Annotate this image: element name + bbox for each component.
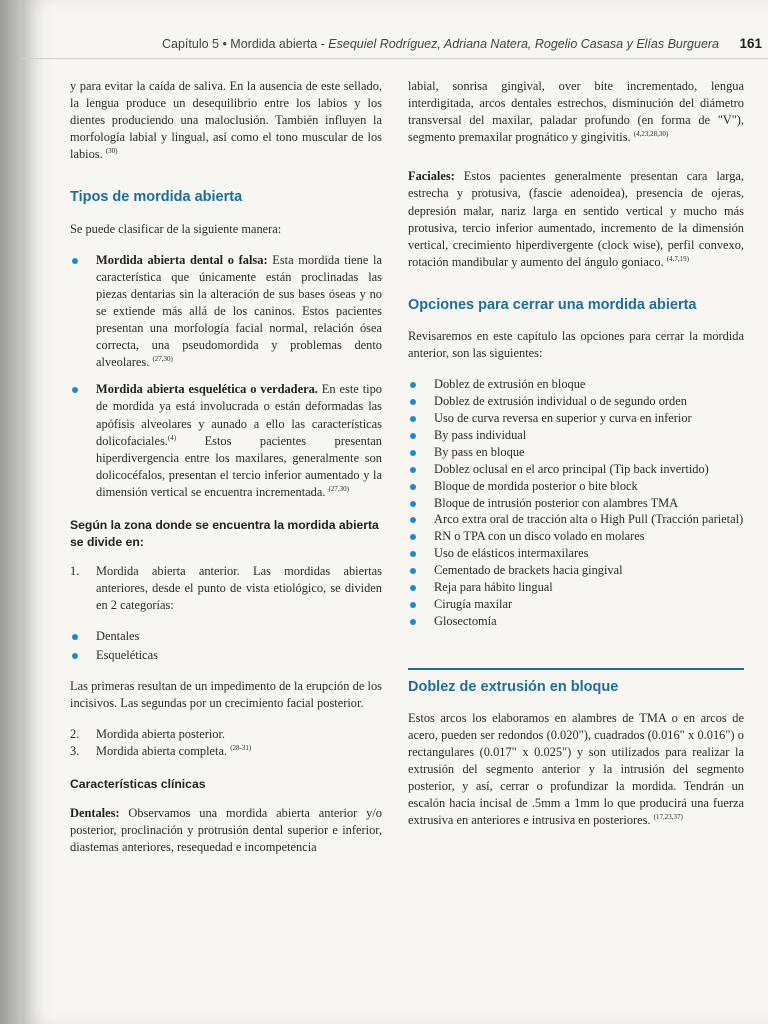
faciales-text: Estos pacientes generalmente presentan cara larga, estrecha y protusiva, (fascie adenoidea), presencia de ojeras, depresión malar, nariz larga en sentido vertical y mucho más protusiva, tercio inferior aumentado, incremento de la dimensión vertical, crecimiento hiperdivergente (clock wise), perfil convexo, rotación mandibular y aumento del ángulo goniaco. [408, 169, 744, 269]
categoria-item: Dentales [70, 628, 382, 645]
opciones-intro: Revisaremos en este capítulo las opciones para cerrar la mordida anterior, son las siguientes: [408, 329, 744, 361]
running-header [22, 34, 768, 59]
opcion-item: Doblez de extrusión individual o de segundo orden [408, 393, 744, 410]
zona-item-text: Mordida abierta anterior. Las mordidas abiertas anteriores, desde el punto de vista etiológico, se dividen en 2 categorías: [96, 564, 382, 613]
tipos-intro: Se puede clasificar de la siguiente manera: [70, 221, 282, 236]
faciales-citation: (4,7,19) [666, 254, 689, 263]
primeras-paragraph: Las primeras resultan de un impedimento de la erupción de los incisivos. Las segundas por un crecimiento facial posterior. [70, 678, 382, 710]
dentales-bold: Dentales: [70, 806, 120, 821]
type-esqueletica-text: En este tipo de mordida ya está involucrada o están deformadas las apófisis alveolares y aunado a ello las características dolicofaciales. [96, 382, 382, 448]
zona-item-completa [70, 743, 382, 760]
opcion-item: Bloque de intrusión posterior con alambres TMA [408, 495, 744, 512]
type-item-dental [70, 252, 382, 372]
section-title-doblez: Doblez de extrusión en bloque [408, 668, 744, 696]
opciones-list [408, 376, 744, 630]
type-esqueletica-citation: (4) [167, 433, 177, 442]
faciales-paragraph [408, 168, 744, 271]
opcion-item: RN o TPA con un disco volado en molares [408, 528, 744, 545]
doblez-citation: (17,23,37) [653, 813, 683, 822]
type-esqueletica-citation2: (27,30) [328, 484, 350, 493]
opcion-item: By pass individual [408, 427, 744, 444]
zona-item-text: Mordida abierta completa. [96, 743, 228, 758]
zona-item-anterior [70, 563, 382, 614]
type-dental-text: Esta mordida tiene la característica que únicamente están proclinadas las piezas dentarias sin la alteración de sus bases óseas y no se extiende más allá de los caninos. Estos pacientes presentan una morfología facial normal, relación ósea correcta, una pseudomordida y problemas dento alveolares. [96, 252, 382, 370]
categorias-list [70, 628, 382, 663]
opcion-item: Uso de curva reversa en superior y curva en inferior [408, 410, 744, 427]
faciales-bold: Faciales: [408, 169, 455, 184]
opcion-item: Uso de elásticos intermaxilares [408, 545, 744, 562]
continued-citation: (4,23,28,30) [633, 130, 669, 139]
section-title-tipos: Tipos de mordida abierta [70, 189, 243, 206]
categoria-item: Esqueléticas [70, 647, 382, 664]
subhead-caracteristicas: Características clínicas [70, 777, 206, 791]
type-esqueletica-text2: Estos pacientes presentan hiperdivergencia entre los maxilares, generalmente son dolicocéfalos, presentan el tercio inferior aumentado y la dimensión vertical se encuentra incrementada. [96, 433, 382, 499]
header-text [162, 37, 719, 51]
zona-item-number: 2. [70, 726, 80, 741]
opcion-item: Reja para hábito lingual [408, 579, 744, 596]
opcion-item: By pass en bloque [408, 444, 744, 461]
types-list [70, 252, 382, 501]
doblez-text: Estos arcos los elaboramos en alambres de TMA o en arcos de acero, pueden ser redondos (0.020"), cuadrados (0.016" x 0.016") o rectangulares (0.017" x 0.025") y son utilizados para realizar la extrusión del segmento anterior y la intrusión del segmento posterior, y así, cerrar o profundizar la mordida. Tendrán un escalón hacia incisal de .5mm a 1mm lo que producirá una fuerza extrusiva en anteriores e intrusiva en posteriores. [408, 710, 744, 828]
zona-item-text: Mordida abierta posterior. [96, 726, 226, 741]
zona-list-2 [70, 726, 382, 760]
type-esqueletica-bold: Mordida abierta esquelética o verdadera. [96, 382, 318, 397]
opcion-item: Doblez oclusal en el arco principal (Tip back invertido) [408, 461, 744, 478]
type-dental-citation: (27,30) [152, 355, 173, 364]
opcion-item: Bloque de mordida posterior o bite block [408, 478, 744, 495]
type-item-esqueletica [70, 381, 382, 501]
opcion-item: Doblez de extrusión en bloque [408, 376, 744, 393]
right-column [408, 78, 744, 844]
intro-paragraph [70, 78, 382, 163]
intro-citation: (30) [105, 147, 118, 156]
book-page [22, 0, 768, 1024]
continued-paragraph [408, 78, 744, 146]
zona-list-1 [70, 563, 382, 614]
continued-text: labial, sonrisa gingival, over bite incrementado, lengua interdigitada, arcos dentales estrechos, disminución del diámetro transversal del maxilar, paladar profundo (en forma de "V"), segmento premaxilar prognático y gingivitis. [408, 79, 744, 145]
header-chapter: Capítulo 5 • Mordida abierta - [162, 37, 329, 51]
opcion-item: Cementado de brackets hacia gingival [408, 562, 744, 579]
zona-item-number: 3. [70, 743, 80, 758]
opcion-item: Cirugía maxilar [408, 596, 744, 613]
zona-item-number: 1. [70, 564, 80, 579]
section-title-opciones: Opciones para cerrar una mordida abierta [408, 296, 697, 313]
zona-item-citation: (28-31) [230, 743, 252, 752]
doblez-paragraph [408, 710, 744, 830]
type-dental-bold: Mordida abierta dental o falsa: [96, 252, 268, 267]
header-authors: Esequiel Rodríguez, Adriana Natera, Rogelio Casasa y Elías Burguera [328, 37, 720, 51]
subhead-zona: Según la zona donde se encuentra la mordida abierta se divide en: [70, 517, 379, 550]
book-gutter [0, 0, 22, 1024]
left-column [70, 78, 382, 870]
page-number: 161 [739, 36, 762, 51]
dentales-text: Observamos una mordida abierta anterior y/o posterior, proclinación y protrusión dental superior e inferior, diastemas anteriores, resequedad e incompetencia [70, 806, 382, 855]
opcion-item: Arco extra oral de tracción alta o High Pull (Tracción parietal) [408, 511, 744, 528]
opcion-item: Glosectomía [408, 613, 744, 630]
intro-text: y para evitar la caída de saliva. En la ausencia de este sellado, la lengua produce un desequilibrio entre los labios y los dientes produciendo una maloclusión. También influyen la morfología labial y lingual, así como el tono muscular de los labios. [70, 79, 382, 162]
zona-item-posterior [70, 726, 382, 743]
dentales-paragraph [70, 805, 382, 856]
